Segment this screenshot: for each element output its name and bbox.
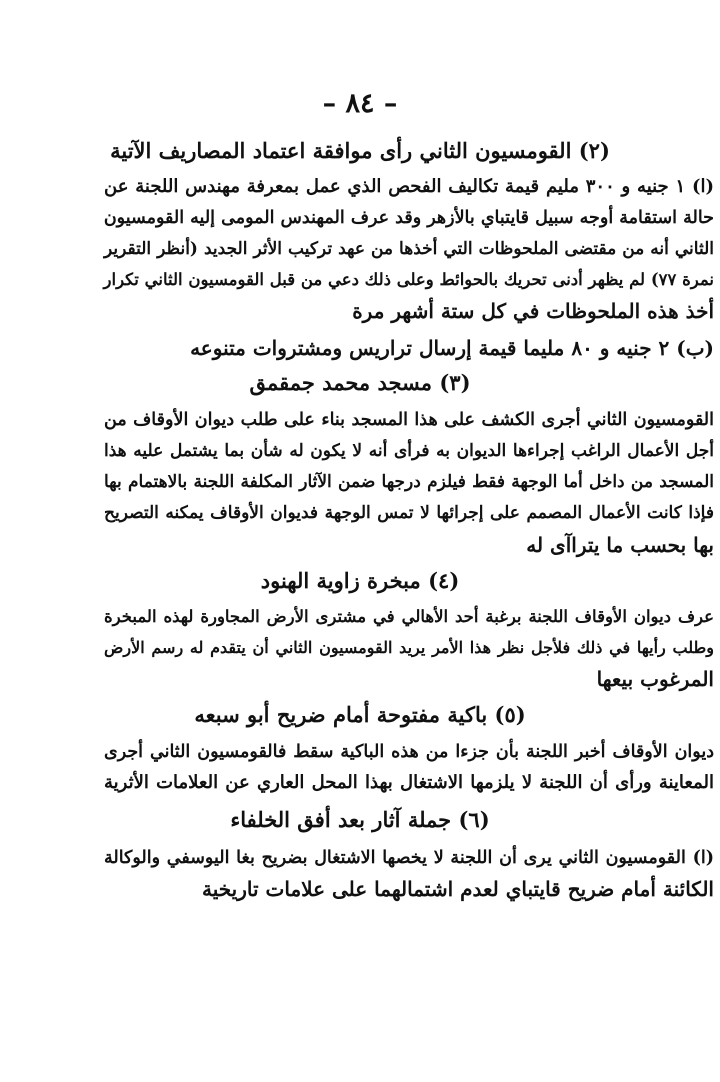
text-line: (ا) القومسيون الثاني يرى أن اللجنة لا يخصها الاشتغال بضريح بغا اليوسفي والوكالة <box>104 848 714 868</box>
text-line: وطلب رأيها في ذلك فلأجل نظر هذا الأمر يريد القومسيون الثاني أن يتقدم له رسم الأرض <box>104 638 714 657</box>
text-line: فإذا كانت الأعمال المصمم على إجرائها لا تمس الوجهة فديوان الأوقاف يمكنه التصريح <box>104 503 714 523</box>
text-line: ديوان الأوقاف أخبر اللجنة بأن جزءا من هذه الباكية سقط فالقومسيون الثاني أجرى <box>104 742 714 762</box>
text-line: المرغوب بيعها <box>596 667 714 691</box>
text-line: الثاني أنه من مقتضى الملحوظات التي أخذها من عهد تركيب الأثر الجديد (أنظر التقرير <box>104 239 714 259</box>
section-heading-2: (٢) القومسيون الثاني رأى موافقة اعتماد المصاريف الآتية <box>110 138 610 163</box>
section-heading-3: (٣) مسجد محمد جمقمق <box>249 370 471 395</box>
text-line: المعاينة ورأى أن اللجنة لا يلزمها الاشتغال بهذا المحل العاري عن العلامات الأثرية <box>104 772 714 793</box>
text-line: الكائنة أمام ضريح قايتباي لعدم اشتمالهما على علامات تاريخية <box>202 877 714 901</box>
section-heading-6: (٦) جملة آثار بعد أفق الخلفاء <box>230 807 490 832</box>
page-number: – ٨٤ – <box>322 88 398 119</box>
section-heading-5: (٥) باكية مفتوحة أمام ضريح أبو سبعه <box>194 702 526 727</box>
text-line: حالة استقامة أوجه سبيل قايتباي بالأزهر وقد عرف المهندس المومى إليه القومسيون <box>103 208 714 228</box>
text-line: عرف ديوان الأوقاف اللجنة برغبة أحد الأهالي في مشترى الأرض المجاورة لهذه المبخرة <box>104 607 714 626</box>
text-line: نمرة ٧٧) لم يظهر أدنى تحريك بالحوائط وعلى ذلك دعي من قبل القومسيون الثاني تكرار <box>103 270 714 289</box>
text-line: (ا) ١ جنيه و ٣٠٠ مليم قيمة تكاليف الفحص الذي عمل بمعرفة مهندس اللجنة عن <box>104 176 714 197</box>
text-line: القومسيون الثاني أجرى الكشف على هذا المسجد بناء على طلب ديوان الأوقاف من <box>104 410 714 430</box>
text-line: أخذ هذه الملحوظات في كل ستة أشهر مرة <box>352 299 714 323</box>
text-line: (ب) ٢ جنيه و ٨٠ مليما قيمة إرسال تراريس ومشتروات متنوعه <box>190 336 714 360</box>
text-line: أجل الأعمال الراغب إجراءها الديوان به فرأى أنه لا يكون له شأن بما يشتمل عليه هذا <box>104 441 714 461</box>
text-line: المسجد من داخل أما الوجهة فقط فيلزم درجها ضمن الآثار المكلفة اللجنة بالاهتمام بها <box>104 472 714 492</box>
text-line: بها بحسب ما يتراآى له <box>526 533 714 557</box>
section-heading-4: (٤) مبخرة زاوية الهنود <box>260 568 460 593</box>
